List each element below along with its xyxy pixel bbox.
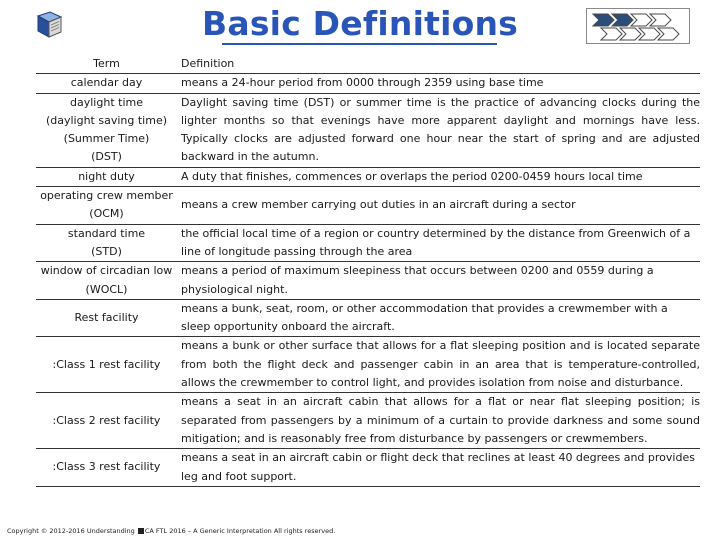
row-definition: means a crew member carrying out duties in an aircraft during a sector (179, 187, 700, 225)
row-definition: means a seat in an aircraft cabin or flight deck that reclines at least 40 degrees and provides leg and foot support. (179, 449, 700, 487)
copyright-footer (7, 527, 335, 535)
row-definition: the official local time of a region or country determined by the distance from Greenwich of a line of longitude passing through the area (179, 224, 700, 262)
footer-logo-mark (138, 528, 144, 534)
progress-chevron (593, 14, 614, 26)
table-row (36, 299, 700, 337)
row-definition: means a seat in an aircraft cabin that allows for a flat or near flat sleeping position; is separated from passengers by a minimum of a curtain to provide darkness and some sound mitigation; and is reasonably free from disturbance by passengers or crewmembers. (179, 393, 700, 449)
table-row (36, 262, 700, 300)
row-term: :Class 1 rest facility (36, 337, 179, 393)
title-underline (222, 43, 497, 45)
table-row (36, 337, 700, 393)
row-definition: means a 24-hour period from 0000 through 2359 using base time (179, 74, 700, 93)
table-row (36, 224, 700, 262)
row-term: standard time (STD) (36, 224, 179, 262)
row-term: calendar day (36, 74, 179, 93)
progress-chevron (631, 14, 652, 26)
table-row (36, 93, 700, 167)
row-term: window of circadian low (WOCL) (36, 262, 179, 300)
definitions-table (36, 55, 700, 487)
row-definition: means a period of maximum sleepiness that occurs between 0200 and 0559 during a physiological night. (179, 262, 700, 300)
row-term: Rest facility (36, 299, 179, 337)
page-title: Basic Definitions (202, 4, 518, 43)
row-term: :Class 2 rest facility (36, 393, 179, 449)
header-term: Term (93, 57, 120, 70)
row-term: daylight time (daylight saving time) (Summer Time) (DST) (36, 93, 179, 167)
progress-chevron (601, 28, 622, 40)
progress-chevron (620, 28, 641, 40)
footer-text-end: CA FTL 2016 – A Generic Interpretation All rights reserved. (144, 527, 336, 535)
table-row (36, 393, 700, 449)
row-term: :Class 3 rest facility (36, 449, 179, 487)
table-row (36, 74, 700, 93)
row-definition: A duty that finishes, commences or overlaps the period 0200-0459 hours local time (179, 167, 700, 186)
row-definition: Daylight saving time (DST) or summer time is the practice of advancing clocks during the lighter months so that evenings have more apparent daylight and mornings have less. Typically clocks are adjusted forward one hour near the start of spring and are adjusted backward in the autumn. (179, 93, 700, 167)
progress-chevron (639, 28, 660, 40)
table-header-row (36, 55, 700, 74)
row-term: night duty (36, 167, 179, 186)
table-row (36, 187, 700, 225)
header-definition: Definition (181, 57, 235, 70)
table-row (36, 167, 700, 186)
footer-text-start: Copyright © 2012-2016 Understanding (7, 527, 137, 535)
progress-arrows-icon (586, 8, 690, 44)
row-definition: means a bunk, seat, room, or other accommodation that provides a crewmember with a sleep opportunity onboard the aircraft. (179, 299, 700, 337)
row-term: operating crew member (OCM) (36, 187, 179, 225)
progress-chevron (612, 14, 633, 26)
progress-chevron (658, 28, 679, 40)
table-row (36, 449, 700, 487)
progress-chevron (650, 14, 671, 26)
row-definition: means a bunk or other surface that allows for a flat sleeping position and is located separate from both the flight deck and passenger cabin in an area that is temperature-controlled, allows the crewmember to control light, and provides isolation from noise and disturbance. (179, 337, 700, 393)
